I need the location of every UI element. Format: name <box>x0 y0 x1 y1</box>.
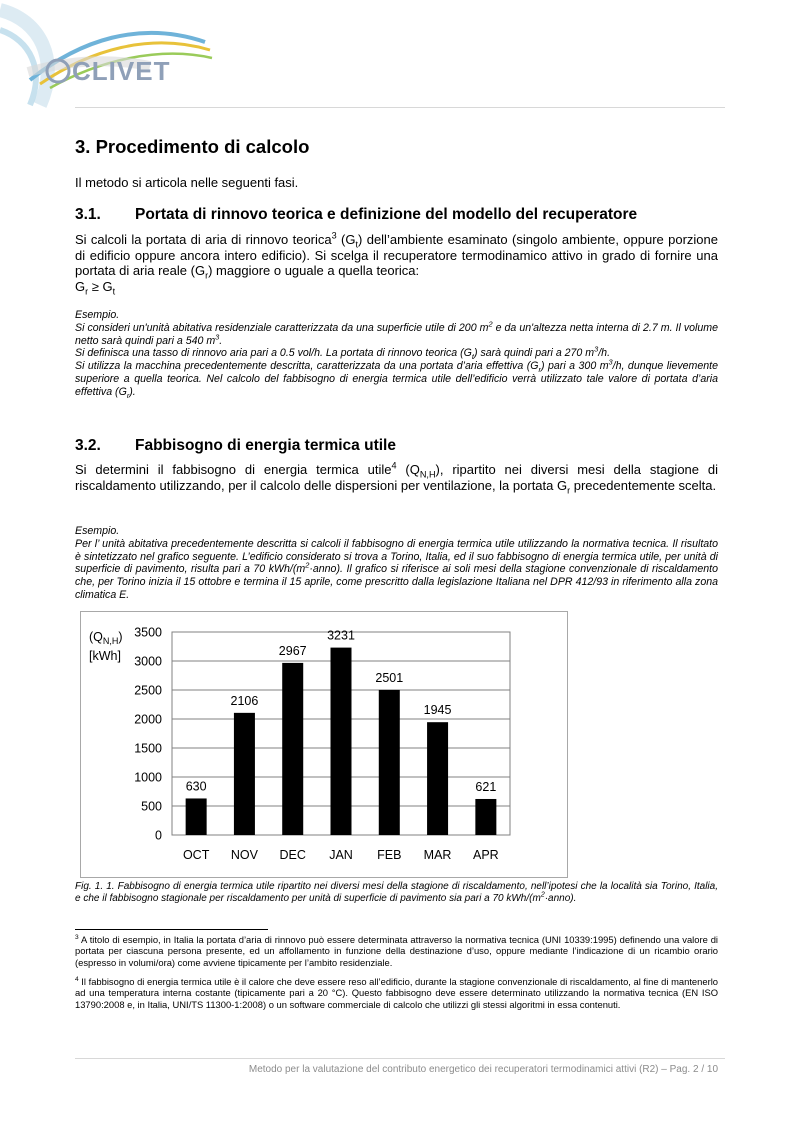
example-1 <box>75 309 718 399</box>
x-tick-label-oct: OCT <box>182 848 210 862</box>
bar-jan <box>331 648 352 835</box>
text-run: ·anno). <box>544 893 577 904</box>
text-run: ) dell’ambiente esaminato (singolo ambiente, oppure porzione di edificio oppure ancora intero edificio). Si scelga il recuperatore termodinamico attivo in grado di fornire una portata di aria reale (G <box>75 232 718 278</box>
superscript: 2 <box>540 891 545 899</box>
example-2-text <box>75 538 718 602</box>
footnote-divider <box>75 929 268 930</box>
text-run: /h, dunque lievemente superiore a quella teorica. Nel calcolo del fabbisogno di energia termica utile dell’edificio verrà utilizzato tale valore di portata d’aria effettiva (G <box>75 360 718 398</box>
y-axis-label-unit: [kWh] <box>89 649 121 663</box>
x-tick-label-nov: NOV <box>230 848 258 862</box>
y-axis-label-q <box>89 630 123 646</box>
bar-apr <box>475 799 496 835</box>
subscript: r <box>567 485 571 496</box>
text-run: ) sarà quindi pari a 270 m <box>473 347 595 360</box>
x-tick-label-dec: DEC <box>279 848 306 862</box>
text-run: ). <box>129 385 136 398</box>
bars <box>186 648 497 835</box>
example-1-line-1 <box>75 319 719 348</box>
text-run: /h. <box>598 347 611 360</box>
example-2 <box>75 525 718 602</box>
subscript: r <box>126 390 130 400</box>
data-label-mar: 1945 <box>423 703 452 718</box>
text-run: (G <box>336 232 356 247</box>
y-tick-label: 0 <box>155 828 162 843</box>
footnote-number: 4 <box>75 975 79 983</box>
bar-feb <box>379 690 400 835</box>
footnote-text: Il fabbisogno di energia termica utile è il calore che deve essere reso all’edificio, durante la stagione convenzionale di riscaldamento, al fine di mantenerlo ad una temperatura interna costante (tipicamente pari a 20 °C). Questo fabbisogno deve essere determinato utilizzando la normativa tecnica (EN ISO 13790:2008 e, in Italia, UNI/TS 11300-1:2008) o un software commerciale di calcolo che utilizzi gli stessi algoritmi in essa contenuti. <box>75 976 718 1010</box>
example-1-line-2 <box>75 344 718 362</box>
chart-frame <box>80 611 568 878</box>
text-run: Si definisca una tasso di rinnovo aria pari a 0.5 vol/h. La portata di rinnovo teorica (G <box>75 347 472 360</box>
footnote-ref-4[interactable]: 4 <box>391 460 397 471</box>
bar-mar <box>427 722 448 835</box>
example-1-line-3 <box>75 357 718 400</box>
y-tick-label: 3500 <box>134 625 162 640</box>
text-run: ·anno). Il grafico si riferisce ai soli mesi della stagione convenzionale di riscaldamento che, per Torino inizia il 15 ottobre e termina il 15 aprile, come prescritto dalla legislazione Italiana nel DPR 412/93 in riferimento alla zona climatica E. <box>75 563 718 601</box>
text-run: precedentemente scelta. <box>570 477 717 493</box>
subscript: t <box>355 239 359 250</box>
ylabel-sub: N,H <box>102 636 119 646</box>
text-run: Si consideri un'unità abitativa residenziale caratterizzata da una superficie utile di 200 m <box>75 321 489 334</box>
formula <box>75 279 718 295</box>
clivet-logo <box>0 0 230 110</box>
section-3-1-number: 3.1. <box>75 206 101 223</box>
y-tick-label: 2000 <box>134 712 162 727</box>
superscript: 3 <box>215 332 220 342</box>
superscript: 2 <box>305 560 310 570</box>
data-label-dec: 2967 <box>278 643 307 658</box>
data-label-feb: 2501 <box>375 670 404 685</box>
example-label: Esempio. <box>75 525 120 537</box>
y-tick-label: 500 <box>141 799 162 814</box>
data-label-oct: 630 <box>185 779 207 794</box>
ylabel-q: (Q <box>89 630 103 644</box>
subscript: r <box>538 365 541 375</box>
section-3-title: 3. Procedimento di calcolo <box>75 136 310 157</box>
superscript: 3 <box>594 344 599 354</box>
superscript: 2 <box>488 319 493 329</box>
page-footer: Metodo per la valutazione del contributo energetico dei recuperatori termodinamici attivi (R2) – Pag. 2 / 10 <box>248 1064 718 1075</box>
x-tick-label-jan: JAN <box>329 848 353 862</box>
footnote-number: 3 <box>75 933 79 941</box>
header-divider <box>75 107 725 108</box>
text-run: Fig. 1. 1. Fabbisogno di energia termica utile ripartito nei diversi mesi della stagione di riscaldamento, nell’ipotesi che la località sia Torino, Italia, e che il fabbisogno stagionale per riscaldamento per unità di superficie di pavimento sia pari a 70 kWh/(m <box>75 881 718 904</box>
y-axis-ticks <box>134 626 162 843</box>
superscript: 3 <box>608 357 613 367</box>
y-tick-label: 3000 <box>134 654 162 669</box>
footnote-3 <box>75 934 718 968</box>
section-3-2-number: 3.2. <box>75 437 101 454</box>
x-axis-ticks <box>183 848 499 862</box>
text-run: (Q <box>396 462 420 477</box>
footnote-ref-3[interactable]: 3 <box>331 230 337 241</box>
section-3-2-heading <box>75 437 396 455</box>
figure-caption <box>75 881 718 905</box>
section-3-2-title: Fabbisogno di energia termica utile <box>135 437 396 454</box>
text-run: Si determini il fabbisogno di energia termica utile <box>75 462 392 477</box>
text-run: Si calcoli la portata di aria di rinnovo teorica <box>75 232 332 247</box>
text-run: . <box>219 334 223 347</box>
example-label: Esempio. <box>75 309 120 321</box>
formula-op: ≥ G <box>88 278 113 294</box>
y-tick-label: 2500 <box>134 683 162 698</box>
formula-g: G <box>75 278 86 294</box>
section-3-1-heading <box>75 206 637 224</box>
logo-wordmark: CLIVET <box>72 56 171 86</box>
x-tick-label-apr: APR <box>473 848 499 862</box>
subscript: t <box>112 286 116 297</box>
text-run: Si utilizza la macchina precedentemente descritta, caratterizzata da una portata d’aria effettiva (G <box>75 360 539 373</box>
bar-chart <box>81 612 567 877</box>
y-tick-label: 1500 <box>134 741 162 756</box>
x-tick-label-mar: MAR <box>423 848 452 862</box>
text-run: ) pari a 300 m <box>540 360 609 373</box>
text-run: e da un'altezza netta interna di 2.7 m. Il volume netto sarà quindi pari a 540 m <box>75 321 719 347</box>
ylabel-close: ) <box>118 630 123 644</box>
subscript: r <box>205 270 209 281</box>
footnote-4 <box>75 976 718 1010</box>
subscript: N,H <box>419 469 436 480</box>
text-run: ) maggiore o uguale a quella teorica: <box>208 263 420 278</box>
section-3-1-title: Portata di rinnovo teorica e definizione del modello del recuperatore <box>135 206 638 223</box>
y-tick-label: 1000 <box>134 770 162 785</box>
bar-oct <box>186 798 207 835</box>
data-label-apr: 621 <box>475 779 497 794</box>
footnote-text: A titolo di esempio, in Italia la portata d’aria di rinnovo può essere determinata attraverso la normativa tecnica (UNI 10339:1995) definendo una valore di portata per ciascuna persona presente, ed un affollamento in funzione della destinazione d’uso, oppure mediante l’indicazione di un ricambio orario (espresso in volumi/ora) come avviene tipicamente per l’ambito residenziale. <box>75 934 718 968</box>
bar-nov <box>234 713 255 835</box>
text-run: ), ripartito nei diversi mesi della stagione di riscaldamento utilizzando, per il calcolo delle dispersioni per ventilazione, la portata G <box>75 462 718 493</box>
subscript: r <box>85 286 89 297</box>
x-tick-label-feb: FEB <box>377 848 402 862</box>
section-3-2-paragraph <box>75 460 718 496</box>
data-label-nov: 2106 <box>230 693 259 708</box>
section-3-1-paragraph <box>75 230 718 297</box>
text-run: Per l’ unità abitativa precedentemente descritta si calcoli il fabbisogno di energia termica utile utilizzando la normativa tecnica. Il risultato è sintetizzato nel grafico seguente. L’edificio considerato si trova a Torino, Italia, ed il suo fabbisogno di energia termica utile, per unità di superficie di pavimento, risulta pari a 70 kWh/(m <box>75 537 718 576</box>
data-label-jan: 3231 <box>327 628 355 643</box>
footer-divider <box>75 1058 725 1059</box>
bar-dec <box>282 663 303 835</box>
subscript: t <box>471 352 474 362</box>
section-3-intro: Il metodo si articola nelle seguenti fasi. <box>75 175 299 190</box>
